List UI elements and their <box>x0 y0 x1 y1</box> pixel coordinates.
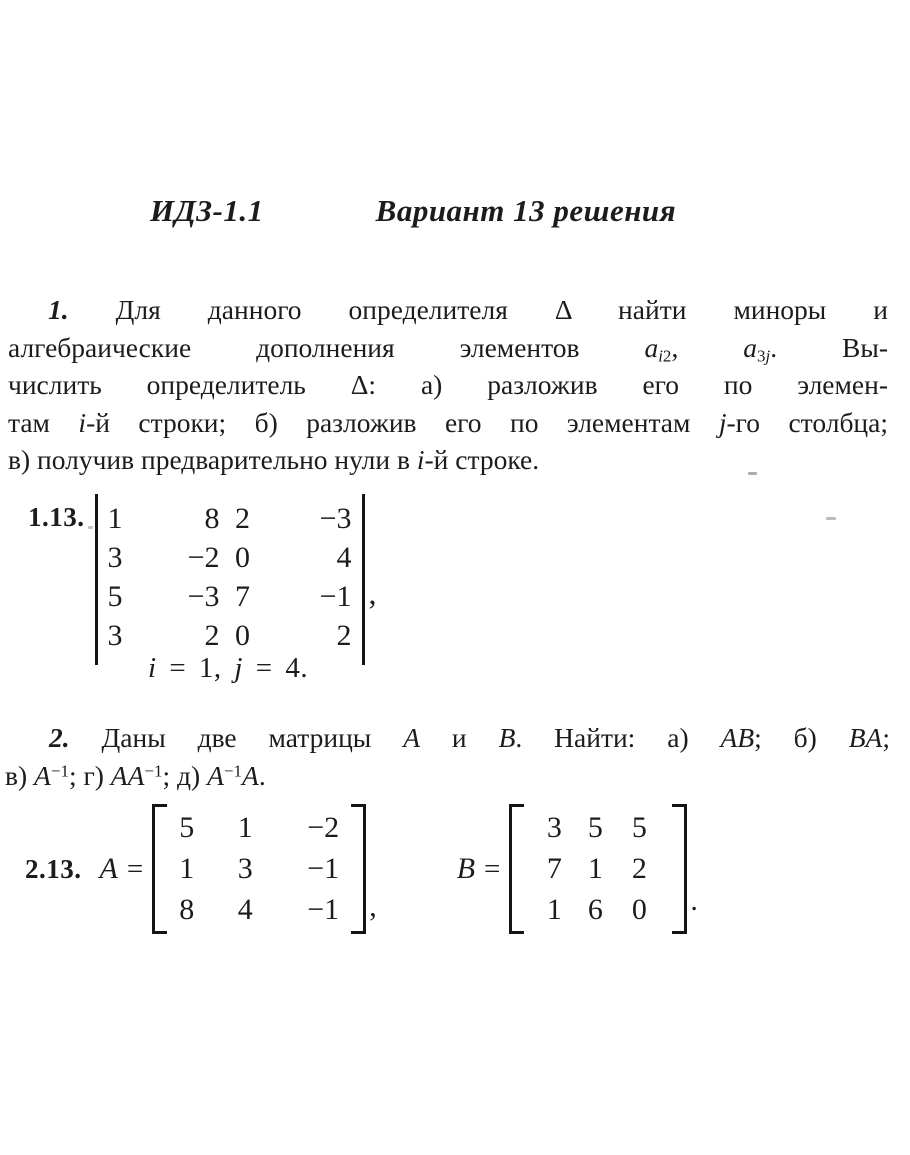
matrices-2-13 <box>25 804 698 934</box>
matrix-cell: 8 <box>179 893 195 926</box>
text-segment: A <box>207 759 224 791</box>
matrix-cell: −1 <box>307 852 340 885</box>
right-bracket <box>351 804 366 934</box>
text-segment: -й строки; б) разложив его по элементам <box>86 406 719 438</box>
matrix-cell: −2 <box>307 811 340 844</box>
text-line <box>8 366 888 404</box>
matrix-cell: 0 <box>631 893 647 926</box>
scan-artifact <box>826 517 836 520</box>
text-segment: 2 <box>662 345 672 365</box>
matrix-cell: 5 <box>631 811 647 844</box>
matrix-b <box>509 804 687 934</box>
text-line <box>8 404 888 442</box>
left-bracket <box>509 804 524 934</box>
text-segment: B <box>498 722 516 753</box>
matrix-cell: 6 <box>587 893 603 926</box>
text-segment: Даны две матрицы <box>101 722 404 753</box>
matrix-b-grid <box>524 804 672 934</box>
matrix-cell: 2 <box>235 502 250 535</box>
matrix-cell: 4 <box>336 541 352 574</box>
text-segment: j <box>718 406 727 438</box>
text-segment: числить определитель Δ: а) разложив его по элемен- <box>8 369 888 400</box>
text-segment: ; б) <box>754 722 849 753</box>
matrix-cell: 3 <box>546 811 562 844</box>
text-segment: . <box>258 759 266 791</box>
matrix-cell: 2 <box>631 852 647 885</box>
equals-sign: = <box>484 852 501 885</box>
matrix-cell: 3 <box>107 541 123 574</box>
text-segment: в) получив предварительно нули в <box>8 444 417 475</box>
determinant-grid <box>108 499 352 655</box>
matrix-a-symbol: A <box>99 852 118 885</box>
matrix-cell: 8 <box>204 502 220 535</box>
index-condition <box>148 652 308 685</box>
text-segment: BA <box>848 722 883 753</box>
trailing-comma: , <box>368 575 377 611</box>
text-segment: a <box>644 331 659 363</box>
matrix-cell: −3 <box>319 502 352 535</box>
scan-artifact <box>88 526 93 529</box>
matrix-cell: 1 <box>107 502 123 535</box>
trailing-comma: , <box>369 890 377 923</box>
text-segment: ; <box>882 722 890 753</box>
text-segment: i <box>416 444 425 475</box>
matrix-cell: 1 <box>237 811 253 844</box>
text-segment: и <box>420 722 499 753</box>
matrix-cell: 7 <box>546 852 562 885</box>
matrix-cell: −2 <box>187 541 220 574</box>
text-segment: 2. <box>49 722 102 753</box>
matrix-a-grid <box>167 804 351 934</box>
matrix-cell: −1 <box>319 580 352 613</box>
matrix-cell: 1 <box>587 852 603 885</box>
text-segment: . Найти: а) <box>515 722 721 753</box>
matrix-cell: 1 <box>546 893 562 926</box>
matrix-cell: 3 <box>237 852 253 885</box>
matrix-cell: 4 <box>237 893 253 926</box>
determinant-matrix <box>95 494 365 665</box>
text-segment: там <box>8 406 79 438</box>
assignment-code: ИДЗ-1.1 <box>150 193 264 228</box>
text-segment: 3 <box>756 345 766 365</box>
scan-artifact <box>748 472 757 475</box>
text-segment: A <box>34 759 51 791</box>
matrix-cell: −3 <box>187 580 220 613</box>
text-segment: −1 <box>223 760 243 780</box>
text-segment: = 1, <box>156 652 235 684</box>
text-segment: i <box>148 652 157 684</box>
text-segment: AA <box>110 759 145 791</box>
text-segment: в) <box>5 759 35 791</box>
matrix-cell: 5 <box>587 811 603 844</box>
text-line <box>8 329 888 367</box>
text-segment: -й строке. <box>424 444 540 475</box>
document-header <box>150 193 676 229</box>
matrix-cell: 1 <box>179 852 195 885</box>
matrix-cell: 0 <box>235 619 250 652</box>
problem-number-label: 2.13. <box>25 853 82 884</box>
text-segment: 1. <box>48 294 116 325</box>
text-segment: = 4. <box>242 652 309 684</box>
text-segment: −1 <box>144 760 163 780</box>
matrix-cell: −1 <box>307 893 340 926</box>
matrix-cell: 2 <box>336 619 352 652</box>
matrix-cell: 5 <box>179 811 195 844</box>
matrix-a <box>152 804 366 934</box>
left-bracket <box>152 804 167 934</box>
text-segment: ; г) <box>68 759 111 791</box>
text-segment: . Вы- <box>770 331 888 363</box>
variant-title: Вариант 13 решения <box>375 193 677 228</box>
text-segment: i <box>658 345 663 365</box>
equals-sign: = <box>126 852 144 885</box>
problem-number-label: 1.13. <box>28 502 85 532</box>
text-segment: -го столбца; <box>726 406 888 438</box>
right-bracket <box>672 804 687 934</box>
text-segment: a <box>743 331 757 363</box>
problem-1-statement <box>8 291 888 479</box>
text-segment: алгебраические дополнения элементов <box>8 331 645 363</box>
text-line <box>5 719 890 757</box>
matrix-cell: 7 <box>235 580 250 613</box>
text-segment: j <box>234 652 243 684</box>
problem-2-statement <box>5 719 890 794</box>
text-segment: ; д) <box>162 759 208 791</box>
text-line <box>8 291 888 329</box>
text-segment: Для данного определителя Δ найти миноры и <box>115 294 888 325</box>
matrix-cell: 0 <box>235 541 250 574</box>
text-segment: A <box>403 722 421 753</box>
text-segment: , <box>671 331 744 363</box>
text-segment: i <box>78 406 87 438</box>
text-line <box>5 757 890 795</box>
text-segment: j <box>765 345 771 365</box>
matrix-cell: 3 <box>107 619 123 652</box>
matrix-cell: 2 <box>204 619 220 652</box>
text-segment: A <box>242 759 259 791</box>
determinant-1-13 <box>28 494 377 665</box>
matrix-b-symbol: B <box>456 852 476 885</box>
text-segment: −1 <box>50 760 69 780</box>
text-segment: AB <box>720 722 755 753</box>
matrix-cell: 5 <box>107 580 123 613</box>
trailing-period: . <box>690 884 698 917</box>
